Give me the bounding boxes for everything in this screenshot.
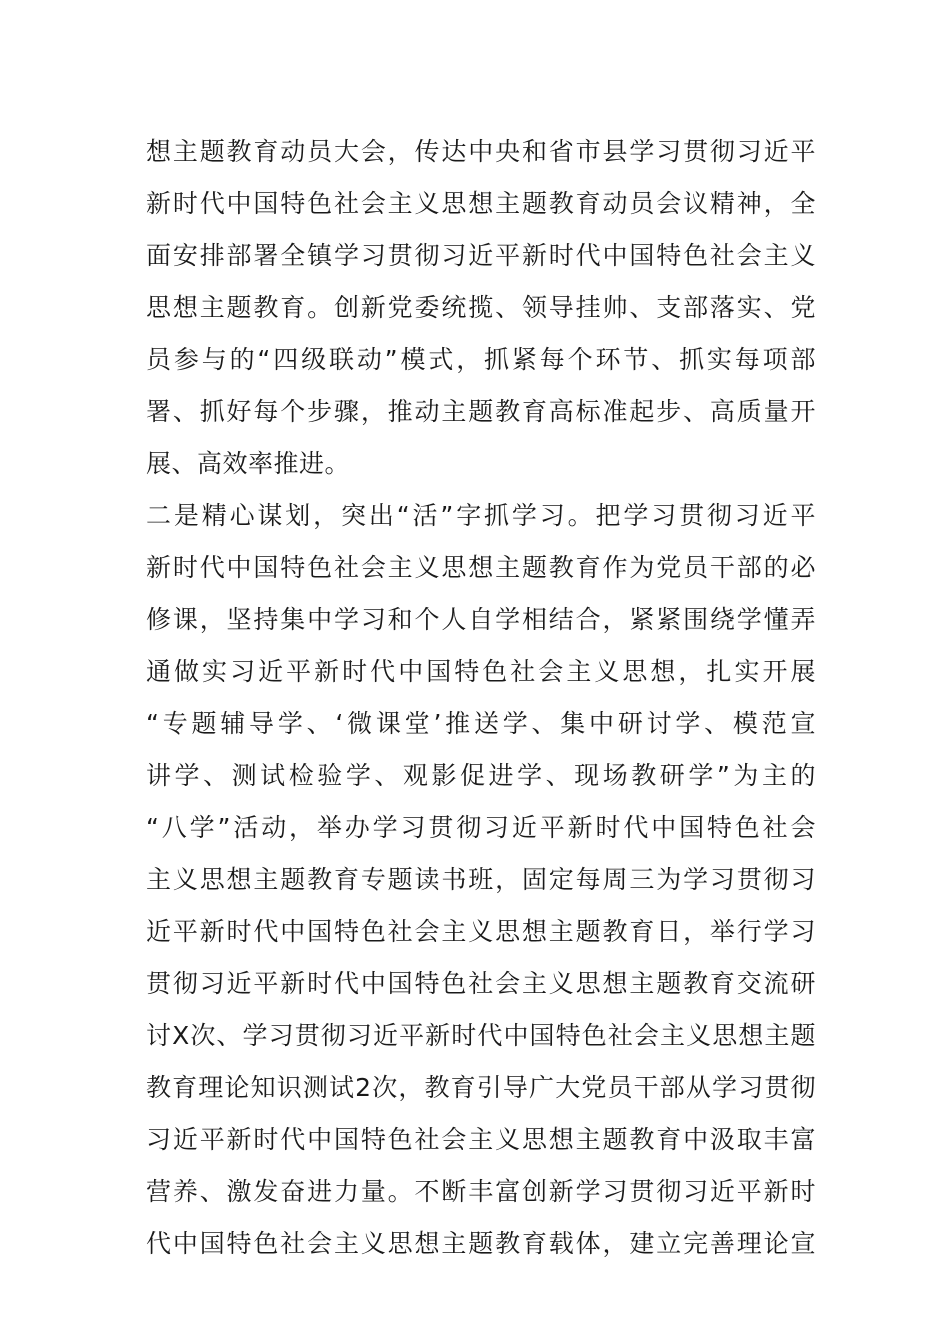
text-line: 讲学、测试检验学、观影促进学、现场教研学”为主的: [146, 761, 816, 790]
text-line: 教育理论知识测试2次，教育引导广大党员干部从学习贯彻: [146, 1073, 816, 1102]
text-line: 思想主题教育。创新党委统揽、领导挂帅、支部落实、党: [146, 293, 816, 322]
text-line: 习近平新时代中国特色社会主义思想主题教育中汲取丰富: [146, 1125, 816, 1154]
text-line: 营养、激发奋进力量。不断丰富创新学习贯彻习近平新时: [146, 1177, 816, 1206]
text-line: “八学”活动，举办学习贯彻习近平新时代中国特色社会: [146, 813, 816, 842]
body-text: [146, 126, 816, 1270]
text-line: 贯彻习近平新时代中国特色社会主义思想主题教育交流研: [146, 969, 816, 998]
text-line: 修课，坚持集中学习和个人自学相结合，紧紧围绕学懂弄: [146, 605, 816, 634]
paragraph-2: [146, 490, 816, 1270]
text-line: 新时代中国特色社会主义思想主题教育动员会议精神，全: [146, 189, 816, 218]
text-line: 主义思想主题教育专题读书班，固定每周三为学习贯彻习: [146, 865, 816, 894]
text-line: 代中国特色社会主义思想主题教育载体，建立完善理论宣: [146, 1229, 816, 1258]
text-line: “专题辅导学、‘微课堂’推送学、集中研讨学、模范宣: [146, 709, 816, 738]
text-line: 想主题教育动员大会，传达中央和省市县学习贯彻习近平: [146, 137, 816, 166]
text-line: 二是精心谋划，突出“活”字抓学习。把学习贯彻习近平: [146, 501, 816, 530]
text-line: 展、高效率推进。: [146, 449, 351, 478]
text-line: 通做实习近平新时代中国特色社会主义思想，扎实开展: [146, 657, 816, 686]
text-line: 近平新时代中国特色社会主义思想主题教育日，举行学习: [146, 917, 816, 946]
text-line: 署、抓好每个步骤，推动主题教育高标准起步、高质量开: [146, 397, 816, 426]
paragraph-1: [146, 126, 816, 490]
text-line: 面安排部署全镇学习贯彻习近平新时代中国特色社会主义: [146, 241, 816, 270]
text-line: 讨X次、学习贯彻习近平新时代中国特色社会主义思想主题: [146, 1021, 816, 1050]
text-line: 新时代中国特色社会主义思想主题教育作为党员干部的必: [146, 553, 816, 582]
text-line: 员参与的“四级联动”模式，抓紧每个环节、抓实每项部: [146, 345, 816, 374]
